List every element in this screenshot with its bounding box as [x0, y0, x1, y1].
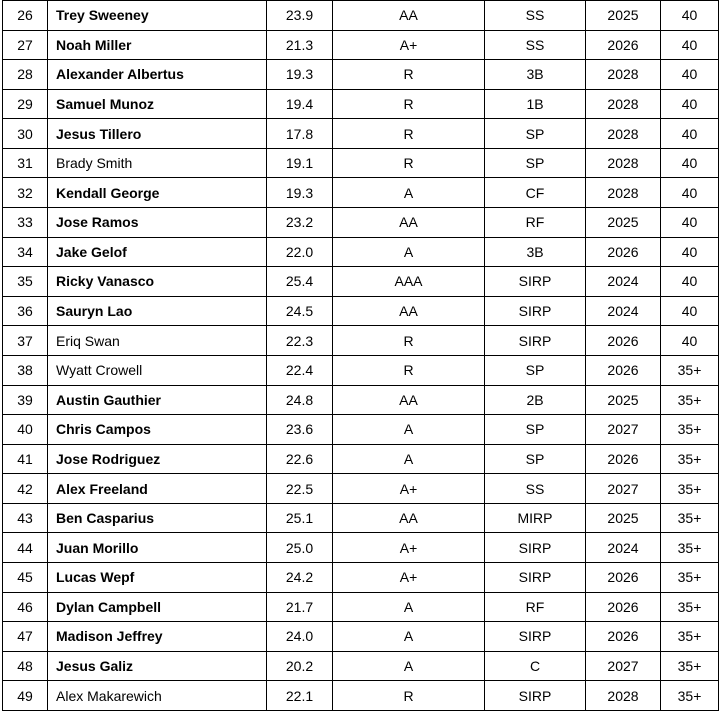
cell-fv: 40: [661, 30, 719, 60]
table-row: [3, 503, 719, 533]
cell-level: AAA: [333, 267, 485, 297]
cell-name[interactable]: Chris Campos: [48, 415, 267, 445]
cell-fv: 35+: [661, 622, 719, 652]
cell-pos: MIRP: [485, 503, 586, 533]
cell-level: A+: [333, 474, 485, 504]
cell-name[interactable]: Jose Rodriguez: [48, 444, 267, 474]
cell-pos: SP: [485, 415, 586, 445]
cell-rank: 32: [3, 178, 48, 208]
cell-level: A: [333, 178, 485, 208]
cell-pos: SS: [485, 1, 586, 31]
cell-age: 20.2: [267, 651, 333, 681]
cell-age: 23.9: [267, 1, 333, 31]
cell-eta: 2024: [586, 533, 661, 563]
cell-rank: 47: [3, 622, 48, 652]
cell-name[interactable]: Wyatt Crowell: [48, 355, 267, 385]
cell-rank: 49: [3, 681, 48, 711]
cell-rank: 43: [3, 503, 48, 533]
cell-name[interactable]: Noah Miller: [48, 30, 267, 60]
cell-level: A+: [333, 30, 485, 60]
cell-rank: 42: [3, 474, 48, 504]
cell-eta: 2025: [586, 503, 661, 533]
cell-level: R: [333, 89, 485, 119]
table-row: [3, 148, 719, 178]
cell-name[interactable]: Lucas Wepf: [48, 562, 267, 592]
cell-rank: 45: [3, 562, 48, 592]
cell-age: 22.4: [267, 355, 333, 385]
cell-fv: 35+: [661, 355, 719, 385]
cell-rank: 38: [3, 355, 48, 385]
cell-pos: SP: [485, 355, 586, 385]
cell-level: A: [333, 415, 485, 445]
cell-fv: 35+: [661, 562, 719, 592]
table-row: [3, 355, 719, 385]
cell-fv: 40: [661, 89, 719, 119]
cell-pos: SIRP: [485, 681, 586, 711]
cell-age: 22.1: [267, 681, 333, 711]
cell-age: 19.4: [267, 89, 333, 119]
prospect-table: [2, 0, 719, 711]
cell-rank: 29: [3, 89, 48, 119]
cell-level: A: [333, 622, 485, 652]
cell-name[interactable]: Jake Gelof: [48, 237, 267, 267]
cell-level: AA: [333, 385, 485, 415]
cell-fv: 40: [661, 237, 719, 267]
cell-eta: 2026: [586, 30, 661, 60]
cell-name[interactable]: Eriq Swan: [48, 326, 267, 356]
cell-fv: 35+: [661, 474, 719, 504]
cell-pos: SIRP: [485, 533, 586, 563]
cell-rank: 27: [3, 30, 48, 60]
cell-name[interactable]: Brady Smith: [48, 148, 267, 178]
cell-eta: 2026: [586, 237, 661, 267]
table-row: [3, 681, 719, 711]
cell-eta: 2027: [586, 474, 661, 504]
cell-fv: 40: [661, 119, 719, 149]
cell-pos: SIRP: [485, 267, 586, 297]
cell-eta: 2028: [586, 178, 661, 208]
cell-level: A+: [333, 562, 485, 592]
cell-level: R: [333, 355, 485, 385]
cell-level: R: [333, 326, 485, 356]
cell-age: 21.7: [267, 592, 333, 622]
cell-rank: 33: [3, 208, 48, 238]
cell-level: R: [333, 119, 485, 149]
cell-eta: 2028: [586, 60, 661, 90]
cell-fv: 40: [661, 296, 719, 326]
table-row: [3, 89, 719, 119]
cell-name[interactable]: Ricky Vanasco: [48, 267, 267, 297]
cell-age: 24.0: [267, 622, 333, 652]
table-row: [3, 178, 719, 208]
cell-name[interactable]: Trey Sweeney: [48, 1, 267, 31]
cell-pos: SP: [485, 148, 586, 178]
cell-fv: 35+: [661, 592, 719, 622]
cell-rank: 26: [3, 1, 48, 31]
table-row: [3, 237, 719, 267]
cell-eta: 2028: [586, 119, 661, 149]
table-row: [3, 119, 719, 149]
cell-age: 25.4: [267, 267, 333, 297]
cell-level: A+: [333, 533, 485, 563]
cell-pos: SP: [485, 119, 586, 149]
cell-name[interactable]: Austin Gauthier: [48, 385, 267, 415]
cell-eta: 2027: [586, 415, 661, 445]
cell-rank: 48: [3, 651, 48, 681]
cell-age: 19.3: [267, 60, 333, 90]
cell-rank: 31: [3, 148, 48, 178]
cell-level: R: [333, 681, 485, 711]
cell-name[interactable]: Dylan Campbell: [48, 592, 267, 622]
cell-age: 17.8: [267, 119, 333, 149]
prospect-table-body: [3, 1, 719, 711]
cell-rank: 35: [3, 267, 48, 297]
cell-name[interactable]: Alex Makarewich: [48, 681, 267, 711]
table-row: [3, 474, 719, 504]
cell-pos: SS: [485, 30, 586, 60]
cell-rank: 44: [3, 533, 48, 563]
cell-name[interactable]: Madison Jeffrey: [48, 622, 267, 652]
table-row: [3, 444, 719, 474]
table-row: [3, 592, 719, 622]
cell-age: 25.0: [267, 533, 333, 563]
cell-name[interactable]: Jesus Tillero: [48, 119, 267, 149]
cell-pos: C: [485, 651, 586, 681]
table-row: [3, 296, 719, 326]
table-row: [3, 30, 719, 60]
cell-fv: 35+: [661, 415, 719, 445]
cell-rank: 46: [3, 592, 48, 622]
cell-pos: 2B: [485, 385, 586, 415]
cell-fv: 35+: [661, 385, 719, 415]
cell-age: 19.1: [267, 148, 333, 178]
cell-pos: CF: [485, 178, 586, 208]
cell-pos: RF: [485, 592, 586, 622]
table-row: [3, 208, 719, 238]
cell-level: A: [333, 651, 485, 681]
cell-fv: 35+: [661, 444, 719, 474]
cell-rank: 28: [3, 60, 48, 90]
cell-rank: 37: [3, 326, 48, 356]
cell-eta: 2026: [586, 592, 661, 622]
cell-eta: 2027: [586, 651, 661, 681]
cell-eta: 2025: [586, 385, 661, 415]
cell-pos: SIRP: [485, 326, 586, 356]
cell-eta: 2024: [586, 267, 661, 297]
cell-level: R: [333, 148, 485, 178]
cell-level: A: [333, 444, 485, 474]
cell-age: 22.6: [267, 444, 333, 474]
cell-fv: 35+: [661, 533, 719, 563]
cell-name[interactable]: Jesus Galiz: [48, 651, 267, 681]
cell-fv: 40: [661, 208, 719, 238]
cell-level: AA: [333, 503, 485, 533]
table-row: [3, 622, 719, 652]
cell-pos: 1B: [485, 89, 586, 119]
table-row: [3, 415, 719, 445]
table-row: [3, 385, 719, 415]
cell-name[interactable]: Sauryn Lao: [48, 296, 267, 326]
cell-fv: 40: [661, 148, 719, 178]
cell-age: 24.8: [267, 385, 333, 415]
cell-fv: 35+: [661, 651, 719, 681]
cell-pos: SIRP: [485, 622, 586, 652]
cell-level: A: [333, 592, 485, 622]
cell-age: 19.3: [267, 178, 333, 208]
cell-eta: 2025: [586, 1, 661, 31]
cell-name[interactable]: Alexander Albertus: [48, 60, 267, 90]
cell-pos: SIRP: [485, 296, 586, 326]
cell-fv: 40: [661, 267, 719, 297]
cell-rank: 30: [3, 119, 48, 149]
cell-name[interactable]: Kendall George: [48, 178, 267, 208]
table-row: [3, 1, 719, 31]
cell-name[interactable]: Juan Morillo: [48, 533, 267, 563]
cell-eta: 2026: [586, 355, 661, 385]
cell-age: 25.1: [267, 503, 333, 533]
cell-level: AA: [333, 208, 485, 238]
cell-age: 21.3: [267, 30, 333, 60]
table-row: [3, 326, 719, 356]
cell-pos: RF: [485, 208, 586, 238]
cell-name[interactable]: Ben Casparius: [48, 503, 267, 533]
cell-pos: SS: [485, 474, 586, 504]
cell-fv: 35+: [661, 503, 719, 533]
cell-level: R: [333, 60, 485, 90]
cell-age: 22.3: [267, 326, 333, 356]
cell-eta: 2025: [586, 208, 661, 238]
cell-name[interactable]: Samuel Munoz: [48, 89, 267, 119]
cell-level: A: [333, 237, 485, 267]
cell-eta: 2026: [586, 326, 661, 356]
cell-age: 22.5: [267, 474, 333, 504]
cell-fv: 40: [661, 326, 719, 356]
cell-eta: 2026: [586, 622, 661, 652]
cell-fv: 40: [661, 178, 719, 208]
cell-rank: 36: [3, 296, 48, 326]
table-row: [3, 562, 719, 592]
cell-pos: SIRP: [485, 562, 586, 592]
cell-age: 23.6: [267, 415, 333, 445]
cell-fv: 40: [661, 60, 719, 90]
cell-age: 24.5: [267, 296, 333, 326]
cell-eta: 2028: [586, 148, 661, 178]
table-row: [3, 60, 719, 90]
cell-rank: 41: [3, 444, 48, 474]
cell-level: AA: [333, 296, 485, 326]
cell-rank: 34: [3, 237, 48, 267]
cell-pos: SP: [485, 444, 586, 474]
cell-pos: 3B: [485, 237, 586, 267]
cell-age: 24.2: [267, 562, 333, 592]
cell-fv: 40: [661, 1, 719, 31]
table-row: [3, 267, 719, 297]
cell-eta: 2026: [586, 562, 661, 592]
cell-name[interactable]: Alex Freeland: [48, 474, 267, 504]
cell-eta: 2028: [586, 681, 661, 711]
cell-eta: 2024: [586, 296, 661, 326]
cell-pos: 3B: [485, 60, 586, 90]
cell-eta: 2028: [586, 89, 661, 119]
cell-age: 22.0: [267, 237, 333, 267]
cell-rank: 39: [3, 385, 48, 415]
table-row: [3, 651, 719, 681]
cell-age: 23.2: [267, 208, 333, 238]
cell-level: AA: [333, 1, 485, 31]
cell-rank: 40: [3, 415, 48, 445]
table-row: [3, 533, 719, 563]
cell-fv: 35+: [661, 681, 719, 711]
cell-eta: 2026: [586, 444, 661, 474]
cell-name[interactable]: Jose Ramos: [48, 208, 267, 238]
